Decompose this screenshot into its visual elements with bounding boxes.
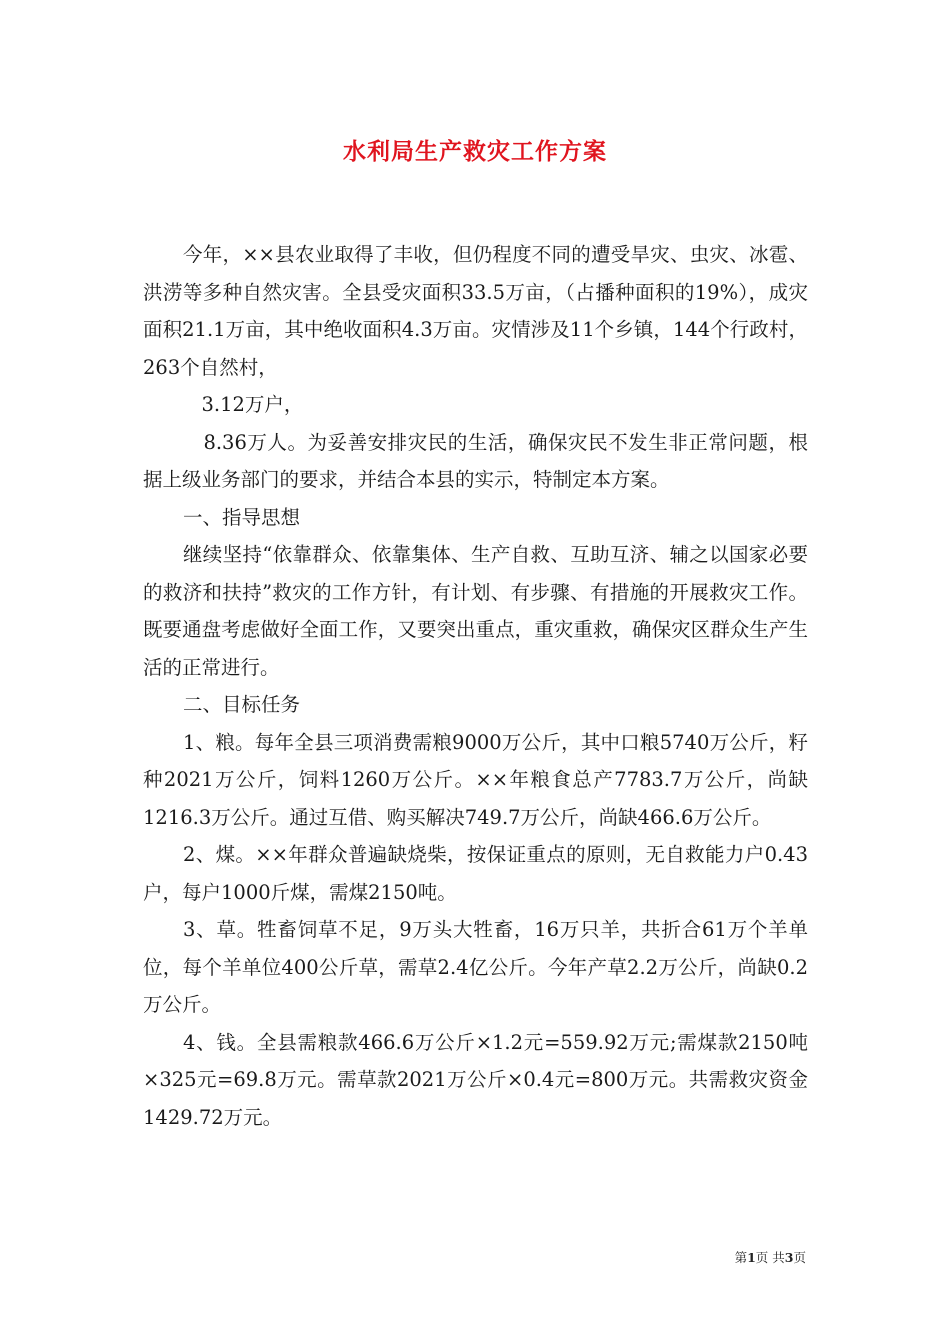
paragraph-grass: 3、草。牲畜饲草不足，9万头大牲畜，16万只羊，共折合61万个羊单位，每个羊单位400公斤草，需草2.4亿公斤。今年产草2.2万公斤，尚缺0.2万公斤。: [143, 918, 808, 1016]
document-title: 水利局生产救灾工作方案: [343, 138, 607, 165]
paragraph-money: 4、钱。全县需粮款466.6万公斤×1.2元=559.92万元;需煤款2150吨×325元=69.8万元。需草款2021万公斤×0.4元=800万元。共需救灾资金1429.72万元。: [143, 1030, 808, 1129]
footer-prefix: 第: [734, 1250, 748, 1265]
footer-middle: 页 共: [755, 1250, 785, 1265]
paragraph-grain: 1、粮。每年全县三项消费需粮9000万公斤，其中口粮5740万公斤，籽种2021万公斤，饲料1260万公斤。××年粮食总产7783.7万公斤，尚缺1216.3万公斤。通过互借、购买解决749.7万公斤，尚缺466.6万公斤。: [143, 730, 808, 829]
section-heading-targets: 二、目标任务: [182, 693, 300, 716]
paragraph-households: 3.12万户，: [201, 393, 304, 416]
paragraph-guiding-ideology: 继续坚持“依靠群众、依靠集体、生产自救、互助互济、辅之以国家必要的救济和扶持”救灾的工作方针，有计划、有步骤、有措施的开展救灾工作。既要通盘考虑做好全面工作，又要突出重点，重灾重救，确保灾区群众生产生活的正常进行。: [143, 543, 808, 679]
document-body: [143, 236, 808, 1136]
footer-total-pages: 3: [784, 1250, 794, 1265]
paragraph-intro: 今年，××县农业取得了丰收，但仍程度不同的遭受旱灾、虫灾、冰雹、洪涝等多种自然灾害。全县受灾面积33.5万亩，（占播种面积的19%），成灾面积21.1万亩，其中绝收面积4.3万亩。灾情涉及11个乡镇，144个行政村，263个自然村，: [143, 243, 808, 379]
paragraph-people: 8.36万人。为妥善安排灾民的生活，确保灾民不发生非正常问题，根据上级业务部门的要求，并结合本县的实示，特制定本方案。: [143, 430, 808, 491]
paragraph-coal: 2、煤。××年群众普遍缺烧柴，按保证重点的原则，无自救能力户0.43户，每户1000斤煤，需煤2150吨。: [143, 843, 808, 904]
section-heading-guiding-ideology: 一、指导思想: [182, 505, 300, 529]
page-number-footer: [735, 1248, 806, 1266]
footer-current-page: 1: [747, 1250, 756, 1265]
footer-suffix: 页: [793, 1250, 806, 1265]
